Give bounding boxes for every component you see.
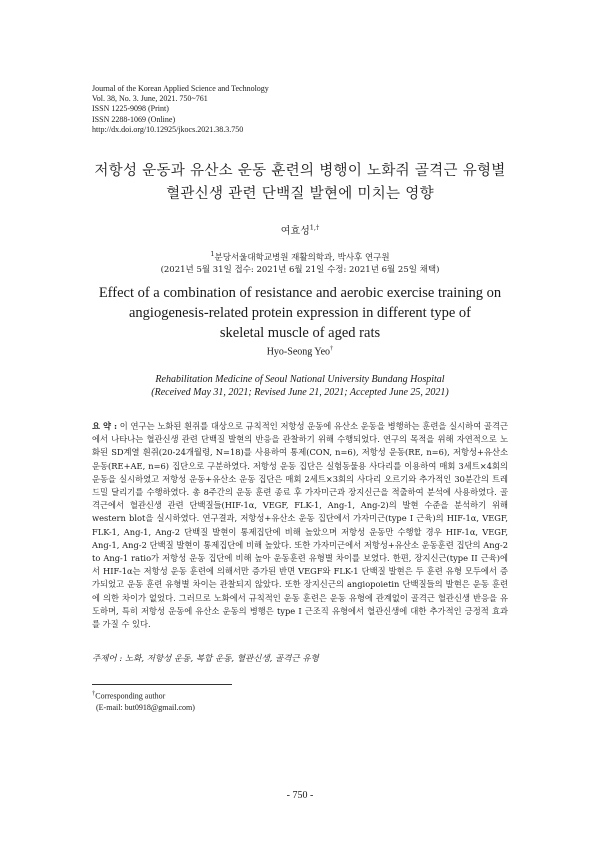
english-author xyxy=(0,345,600,357)
english-title-line-3: skeletal muscle of aged rats xyxy=(219,325,381,341)
footnote-line-1: Corresponding author xyxy=(95,691,166,701)
english-author-sup: † xyxy=(330,345,334,352)
keywords: 주제어 : 노화, 저항성 운동, 복합 운동, 혈관신생, 골격근 유형 xyxy=(92,654,319,664)
korean-author-sup: 1,† xyxy=(309,223,320,232)
korean-affiliation-line-1: 분당서울대학교병원 재활의학과, 박사후 연구원 xyxy=(214,252,390,263)
journal-name: Journal of the Korean Applied Science and Technology xyxy=(92,84,269,93)
footnote-email[interactable]: (E-mail: but0918@gmail.com) xyxy=(96,702,195,712)
footnote-mark: † xyxy=(92,690,96,697)
page-number: - 750 - xyxy=(286,790,314,801)
english-author-name: Hyo-Seong Yeo xyxy=(266,346,331,358)
english-affiliation-line-1: Rehabilitation Medicine of Seoul National University Bundang Hospital xyxy=(155,374,445,385)
korean-affiliation xyxy=(0,248,600,276)
journal-volume: Vol. 38, No. 3. June, 2021. 750~761 xyxy=(92,94,208,104)
english-dates: (Received May 31, 2021; Revised June 21, 2021; Accepted June 25, 2021) xyxy=(151,387,449,398)
issn-print: ISSN 1225-9098 (Print) xyxy=(92,104,169,114)
abstract-body: 이 연구는 노화된 흰쥐를 대상으로 규칙적인 저항성 운동에 유산소 운동을 병행하는 훈련을 실시하여 골격근에서 나타나는 혈관신생 관련 단백질 발현의 반응을 관찰하기 위해 수행되었다. 연구의 목적을 위해 자연적으로 노화된 SD계열 흰쥐(20-24개월령, N=18)를 사용하여 통제(CON, n=6), 저항성 운동(RE, n=6), 저항성+유산소 운동(RE+AE, n=6) 집단으로 구분하였다. 저항성 운동 집단은 실험동물용 사다리를 이용하여 매회 3세트×4회의 운동을 실시하였고 저항성 운동+유산소 운동 집단은 매회 2세트×3회의 사다리 오르기와 추가적인 30분간의 트레드밀 달리기를 수행하였다. 총 8주간의 운동 훈련 종료 후 가자미근과 장지신근을 적출하여 분석에 사용하였다. 골격근에서 혈관신생 관련 단백질들(HIF-1α, VEGF, FLK-1, Ang-1, Ang-2)의 발현 수준을 분석하기 위해 western blot을 실시하였다. 연구결과, 저항성+유산소 운동 집단에서 가자미근(type I 근육)의 HIF-1α, VEGF, FLK-1, Ang-1, Ang-2 단백질 발현이 통제집단에 비해 높았으며 저항성 운동만 수행할 경우 HIF-1α, VEGF, Ang-1, Ang-2 단백질 발현이 통제집단에 비해 높았다. 또한 가자미근에서 저항성+유산소 운동훈련 집단의 Ang-2 to Ang-1 ratio가 저항성 운동 집단에 비해 높아 운동훈련 유형별 차이를 보였다. 한편, 장지신근(type II 근육)에서 HIF-1α는 저항성 운동 훈련에 의해서만 증가된 반면 VEGF와 FLK-1 단백질 발현은 두 훈련 유형 모두에서 증가되었고 운동 훈련 유형별 차이는 관찰되지 않았다. 또한 장지신근의 angiopoietin 단백질들의 발현은 운동 훈련에 의한 차이가 없었다. 그러므로 노화에서 규칙적인 운동 훈련은 운동 유형에 관계없이 골격근 혈관신생 반응을 유도하며, 특히 저항성 운동에 유산소 운동의 병행은 type I 근조직 유형에서 혈관신생에 대한 추가적인 긍정적 효과를 가질 수 있다. xyxy=(92,421,508,630)
affiliation-sup: 1 xyxy=(210,250,215,258)
korean-title-line-2: 혈관신생 관련 단백질 발현에 미치는 영향 xyxy=(166,186,434,202)
footnote xyxy=(92,688,195,713)
korean-title-line-1: 저항성 운동과 유산소 운동 훈련의 병행이 노화쥐 골격근 유형별 xyxy=(94,163,506,179)
korean-author-name: 여효성 xyxy=(280,226,310,237)
doi-link[interactable]: http://dx.doi.org/10.12925/jkocs.2021.38.3.750 xyxy=(92,124,244,134)
english-affiliation xyxy=(0,373,600,399)
abstract xyxy=(92,420,508,631)
english-title-line-1: Effect of a combination of resistance and aerobic exercise training on xyxy=(98,285,502,301)
english-title xyxy=(60,283,540,343)
issn-online: ISSN 2288-1069 (Online) xyxy=(92,114,176,124)
english-title-line-2: angiogenesis-related protein expression in different type of xyxy=(129,305,471,321)
abstract-lead: 요 약 : xyxy=(92,421,118,431)
journal-header xyxy=(92,84,512,135)
korean-dates: (2021년 5월 31일 접수: 2021년 6월 21일 수정: 2021년 6월 25일 채택) xyxy=(160,264,440,275)
footnote-divider xyxy=(92,684,232,685)
korean-author xyxy=(0,222,600,237)
